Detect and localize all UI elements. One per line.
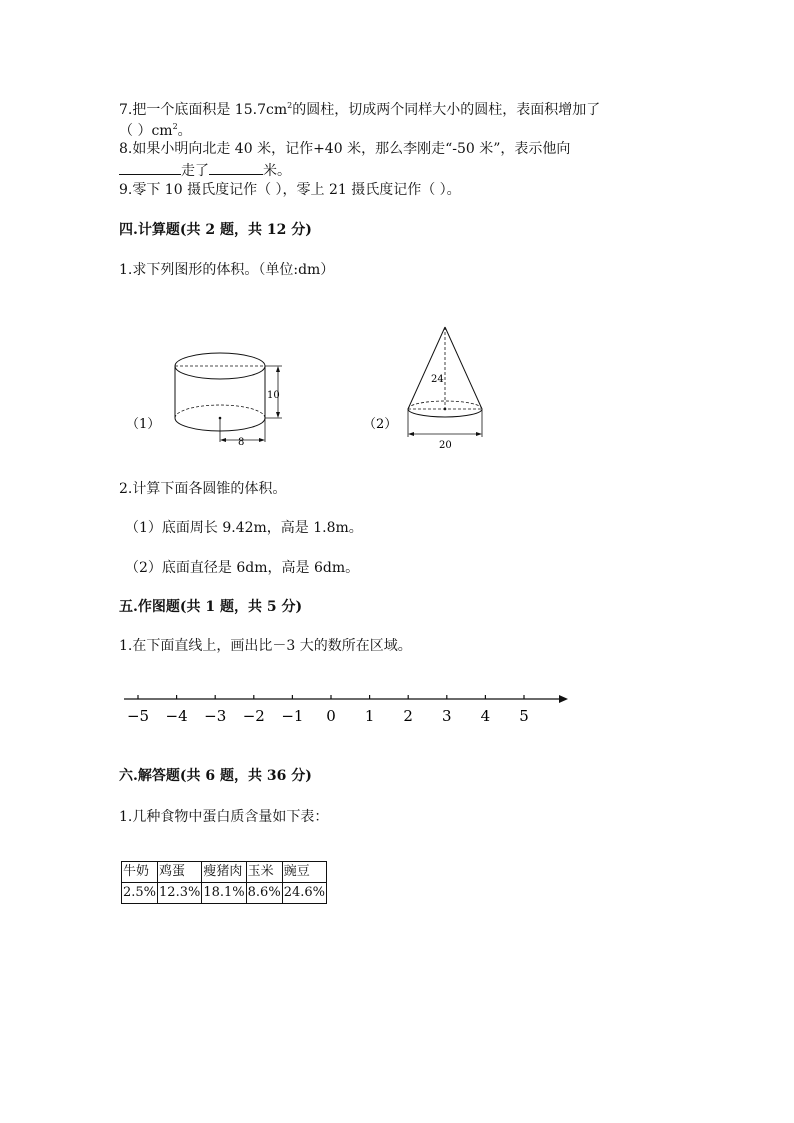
number-line-tick-label: −2 bbox=[242, 707, 265, 725]
table-header-cell: 玉米 bbox=[246, 862, 282, 883]
table-cell: 24.6% bbox=[282, 883, 326, 904]
number-line-tick-label: 0 bbox=[326, 707, 336, 725]
q7-suffix: 的圆柱，切成两个同样大小的圆柱，表面积增加了 bbox=[292, 102, 601, 118]
section-4-heading: 四.计算题(共 2 题，共 12 分) bbox=[119, 222, 312, 238]
table-header-row bbox=[122, 862, 327, 883]
section-4-problem-2a: （1）底面周长 9.42m，高是 1.8m。 bbox=[125, 520, 363, 536]
q8-direction-blank[interactable] bbox=[119, 160, 181, 175]
section-4-problem-1: 1.求下列图形的体积。（单位:dm） bbox=[119, 262, 335, 278]
table-header-cell: 瘦猪肉 bbox=[202, 862, 246, 883]
cone-diameter-label: 20 bbox=[439, 440, 452, 450]
q7-line2-superscript: 2 bbox=[172, 122, 178, 131]
q8-mid-text: 走了 bbox=[181, 163, 209, 179]
table-cell: 18.1% bbox=[202, 883, 246, 904]
question-8-line-1: 8.如果小明向北走 40 米，记作+40 米，那么李刚走“-50 米”，表示他向 bbox=[119, 141, 571, 157]
number-line-tick-label: −1 bbox=[281, 707, 304, 725]
question-7-line-1 bbox=[119, 97, 600, 119]
table-cell: 8.6% bbox=[246, 883, 282, 904]
table-cell: 12.3% bbox=[158, 883, 202, 904]
q7-line2-suffix: 。 bbox=[177, 123, 192, 139]
q8-distance-blank[interactable] bbox=[209, 160, 263, 175]
section-4-problem-2: 2.计算下面各圆锥的体积。 bbox=[119, 481, 287, 497]
figure-1-label: （1） bbox=[126, 417, 161, 432]
q7-answer-blank[interactable]: （ ）cm bbox=[119, 123, 173, 139]
number-line-tick-label: 4 bbox=[480, 707, 491, 725]
cone-figure bbox=[408, 327, 482, 437]
number-line-tick-label: −5 bbox=[126, 707, 150, 725]
protein-table bbox=[121, 861, 327, 904]
solid-figures bbox=[110, 320, 510, 450]
table-header-cell: 牛奶 bbox=[122, 862, 158, 883]
section-4-problem-2b: （2）底面直径是 6dm，高是 6dm。 bbox=[125, 560, 360, 576]
q8-end-text: 米。 bbox=[263, 163, 291, 179]
table-row bbox=[122, 883, 327, 904]
cylinder-figure bbox=[175, 353, 282, 442]
number-line-tick-label: 1 bbox=[364, 707, 375, 725]
number-line-tick-label: 5 bbox=[519, 707, 529, 725]
section-6-heading: 六.解答题(共 6 题，共 36 分) bbox=[119, 768, 312, 784]
number-line-arrow-icon bbox=[559, 695, 568, 703]
cone-height-label: 24 bbox=[431, 374, 444, 385]
cylinder-height-label: 10 bbox=[267, 390, 280, 401]
q7-superscript: 2 bbox=[287, 101, 293, 110]
q7-prefix: 7.把一个底面积是 15.7cm bbox=[119, 102, 288, 118]
question-9: 9.零下 10 摄氏度记作（ ），零上 21 摄氏度记作（ ）。 bbox=[119, 182, 461, 198]
number-line-tick-label: −4 bbox=[165, 707, 188, 725]
number-line[interactable] bbox=[110, 688, 580, 730]
section-5-heading: 五.作图题(共 1 题，共 5 分) bbox=[119, 599, 303, 615]
number-line-tick-label: −3 bbox=[204, 707, 227, 725]
cylinder-radius-label: 8 bbox=[238, 437, 245, 448]
question-8-line-2 bbox=[119, 160, 291, 180]
table-cell: 2.5% bbox=[122, 883, 158, 904]
figure-2-label: （2） bbox=[363, 417, 398, 432]
table-header-cell: 豌豆 bbox=[282, 862, 326, 883]
section-5-problem-1: 1.在下面直线上，画出比－3 大的数所在区域。 bbox=[119, 638, 412, 654]
section-6-problem-1: 1.几种食物中蛋白质含量如下表： bbox=[119, 809, 329, 825]
table-header-cell: 鸡蛋 bbox=[158, 862, 202, 883]
number-line-tick-label: 2 bbox=[403, 707, 413, 725]
question-7-line-2 bbox=[119, 118, 192, 140]
number-line-tick-label: 3 bbox=[442, 707, 452, 725]
